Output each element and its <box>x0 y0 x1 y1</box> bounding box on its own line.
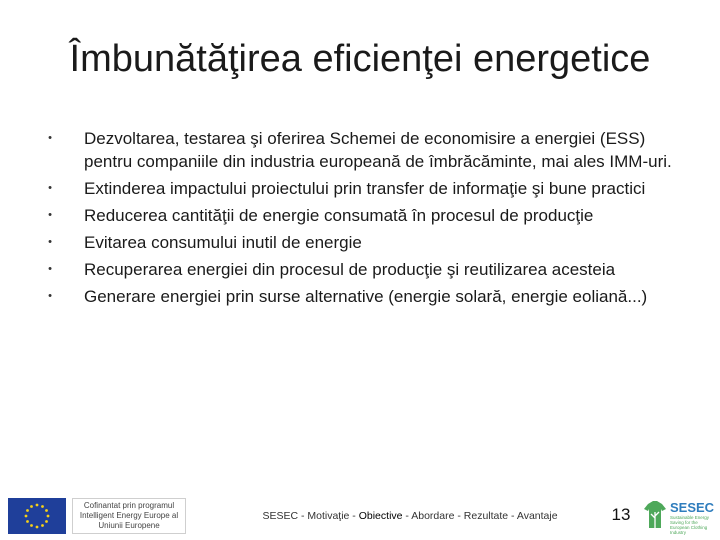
eu-flag-icon <box>8 498 66 534</box>
bullet-item <box>42 285 682 308</box>
bullet-text: Generare energiei prin surse alternative (energie solară, energie eoliană...) <box>84 287 648 306</box>
bullet-glyph: • <box>48 290 52 302</box>
sesec-tagline: Sustainable Energy Saving for the European Clothing Industry <box>670 515 710 535</box>
bullet-glyph: • <box>48 209 52 221</box>
bullet-item <box>42 258 682 281</box>
nav-obiective-active: Obiective <box>358 510 403 522</box>
bullet-text: Recuperarea energiei din procesul de producţie şi reutilizarea acesteia <box>84 260 616 279</box>
bullet-text: Extinderea impactului proiectului prin transfer de informaţie şi bune practici <box>84 179 646 198</box>
bullet-glyph: • <box>48 182 52 194</box>
footer-nav <box>240 510 580 522</box>
tshirt-plant-icon <box>642 498 668 536</box>
nav-rest: - Abordare - Rezultate - Avantaje <box>402 510 558 522</box>
sesec-brand: SESEC <box>670 500 715 515</box>
page-number: 13 <box>611 505 631 524</box>
bullet-text: Evitarea consumului inutil de energie <box>84 233 362 252</box>
bullet-item <box>42 177 682 200</box>
bullet-glyph: • <box>48 132 52 144</box>
bullet-list <box>42 127 682 312</box>
slide-title: Îmbunătăţirea eficienţei energetice <box>69 38 651 80</box>
bullet-item <box>42 127 682 173</box>
bullet-text: Reducerea cantităţii de energie consumată în procesul de producţie <box>84 206 594 225</box>
sesec-logo <box>642 496 716 536</box>
bullet-item <box>42 204 682 227</box>
bullet-glyph: • <box>48 263 52 275</box>
bullet-item <box>42 231 682 254</box>
cofinanced-label: Cofinantat prin programul Intelligent Energy Europe al Uniunii Europene <box>72 498 186 534</box>
bullet-text: Dezvoltarea, testarea şi oferirea Schemei de economisire a energiei (ESS) pentru companiile din industria europeană de îmbrăcăminte, mai ales IMM-uri. <box>84 129 672 171</box>
bullet-glyph: • <box>48 236 52 248</box>
nav-motivatie: SESEC - Motivaţie - <box>262 510 359 522</box>
